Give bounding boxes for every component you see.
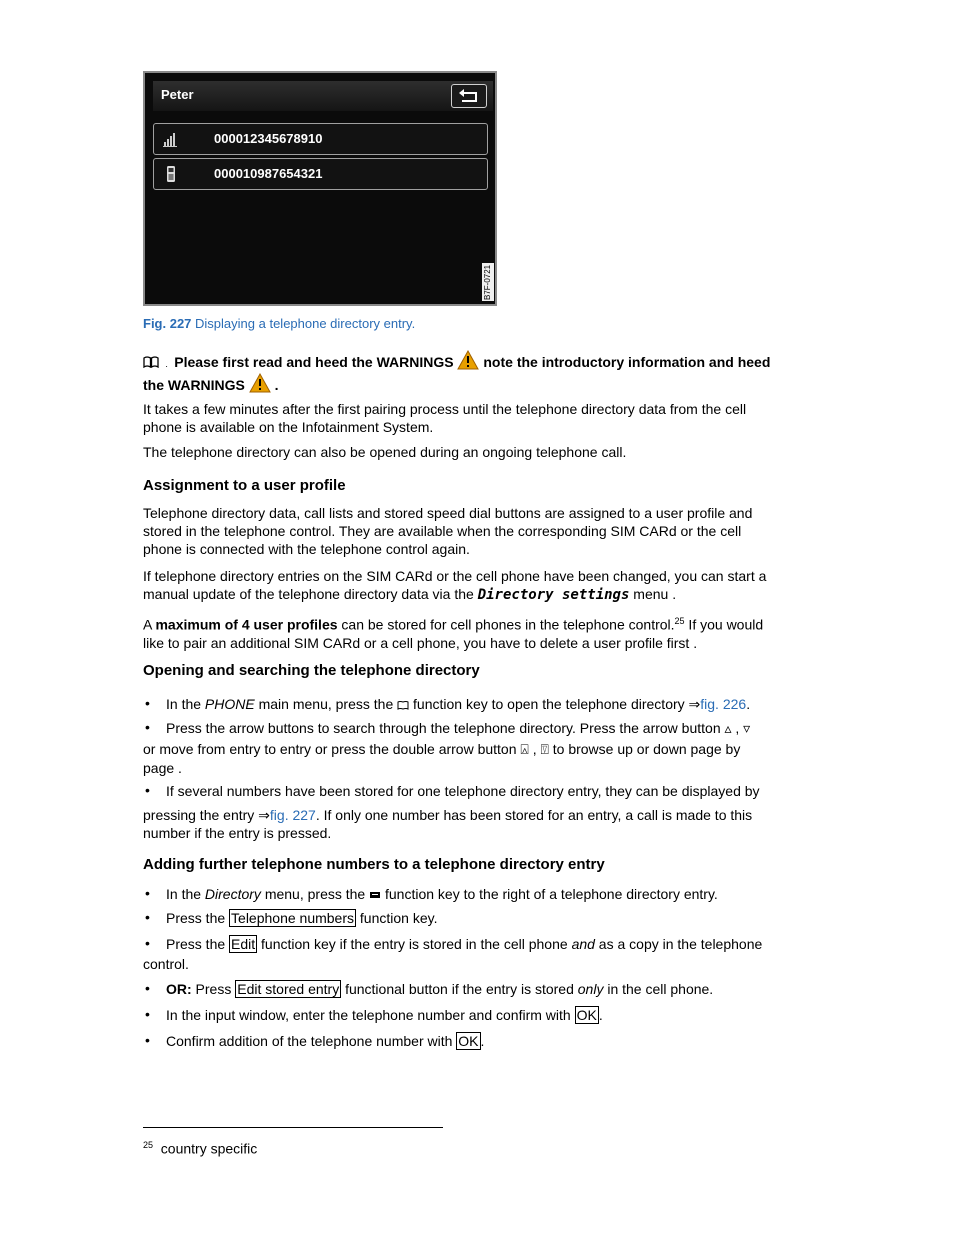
text-segment: menu .	[629, 586, 677, 602]
book-icon	[143, 356, 159, 368]
italic-text: only	[577, 981, 604, 997]
contact-name: Peter	[161, 87, 194, 102]
footnote	[143, 1140, 257, 1157]
warning-text-b: note the introductory information and heed	[483, 354, 771, 370]
bullet-text	[166, 695, 750, 713]
bullet: •	[145, 719, 150, 735]
bullet-text	[166, 885, 718, 903]
bullet: •	[145, 909, 150, 925]
caption-text: Displaying a telephone directory entry.	[191, 316, 416, 331]
bold-text: maximum of 4 user profiles	[155, 616, 338, 633]
text-line: stored in the telephone control. They are available when the corresponding SIM CARd or the cell	[143, 523, 742, 539]
menu-name: Directory settings	[477, 587, 630, 603]
text-segment: A	[143, 616, 156, 633]
text-segment: .	[598, 1007, 603, 1023]
italic-text: and	[571, 936, 595, 952]
section-heading-adding: Adding further telephone numbers to a telephone directory entry	[143, 856, 605, 873]
menu-name: Directory	[204, 886, 261, 902]
text-segment: can be stored for cell phones in the telephone control.	[337, 616, 675, 633]
phone-icon	[162, 165, 180, 183]
phone-number: 000010987654321	[214, 166, 323, 181]
screen-title-bar	[153, 81, 493, 111]
warning-end: .	[274, 377, 279, 393]
bullet: •	[145, 1006, 150, 1022]
figure-link[interactable]: fig. 226	[700, 696, 747, 712]
mobile-signal-icon	[162, 130, 180, 148]
infotainment-screen	[143, 71, 497, 306]
text-segment: If you would	[684, 616, 764, 633]
intro-paragraph-2: The telephone directory can also be opened during an ongoing telephone call.	[143, 444, 627, 460]
edit-button[interactable]: Edit	[231, 936, 256, 952]
figure-code: B7F-0721	[483, 264, 492, 300]
text-line: Telephone directory data, call lists and stored speed dial buttons are assigned to a user profile and	[143, 505, 753, 521]
warning-line-1: . Please first read and heed the WARNINGS note the introductory information and heed	[143, 350, 770, 373]
footnote-text: country specific	[160, 1140, 258, 1157]
edit-stored-entry-button[interactable]: Edit stored entry	[237, 981, 340, 997]
footnote-number: 25	[143, 1140, 154, 1150]
warning-line-2	[143, 373, 279, 394]
menu-name: PHONE	[204, 696, 255, 712]
text-segment: pressing the entry ⇒	[143, 807, 270, 823]
bold-text: OR:	[166, 981, 192, 997]
text-line	[143, 585, 766, 604]
details-key-icon	[369, 890, 381, 900]
text-segment: Confirm addition of the telephone number with	[166, 1033, 457, 1049]
text-segment: function key to open the telephone directory ⇒	[409, 696, 701, 712]
back-arrow-icon	[452, 85, 486, 107]
text-line: It takes a few minutes after the first pairing process until the telephone directory data from the cell	[143, 401, 747, 417]
bullet: •	[145, 1032, 150, 1048]
section-heading-opening: Opening and searching the telephone directory	[143, 662, 480, 679]
bullet-text	[166, 1006, 603, 1024]
text-segment: function key if the entry is stored in the cell phone	[257, 936, 572, 952]
text-segment: menu, press the	[260, 886, 370, 902]
intro-paragraph-1	[143, 400, 746, 436]
bullet-text-continued	[143, 806, 752, 824]
text-segment: In the	[166, 886, 205, 902]
bullet-text	[166, 909, 437, 927]
text-segment: main menu, press the	[254, 696, 398, 712]
ok-button[interactable]: OK	[576, 1007, 597, 1023]
phone-number: 000012345678910	[214, 131, 323, 146]
bullet-text: Press the arrow buttons to search through the telephone directory. Press the arrow button ▵ , ▿	[166, 720, 751, 736]
text-segment: Press the	[166, 936, 230, 952]
section-heading-assignment: Assignment to a user profile	[143, 477, 346, 494]
bullet: •	[145, 885, 150, 901]
text-line: If telephone directory entries on the SIM CARd or the cell phone have been changed, you can start a	[143, 568, 767, 584]
footnote-ref[interactable]: 25	[674, 616, 685, 626]
ok-button[interactable]: OK	[458, 1033, 479, 1049]
text-segment: in the cell phone.	[603, 981, 714, 997]
caption-label: Fig. 227	[143, 316, 192, 331]
text-segment: manual update of the telephone directory data via the	[143, 586, 478, 602]
bullet-text	[166, 935, 762, 953]
text-line	[143, 612, 763, 634]
bullet: •	[145, 695, 150, 711]
section1-paragraph-2	[143, 567, 766, 604]
bullet: •	[145, 980, 150, 996]
section1-paragraph-3	[143, 612, 763, 652]
text-segment: function key.	[356, 910, 438, 926]
text-line: like to pair an additional SIM CARd or a cell phone, you have to delete a user profile first .	[143, 634, 698, 651]
section1-paragraph-1	[143, 504, 752, 558]
text-segment: Press	[191, 981, 236, 997]
bullet-text	[166, 1032, 484, 1050]
bullet-text-continued: page .	[143, 760, 182, 776]
text-segment: .	[480, 1033, 485, 1049]
figure-caption	[143, 316, 415, 331]
text-segment: . If only one number has been stored for an entry, a call is made to this	[315, 807, 753, 823]
telephone-numbers-button[interactable]: Telephone numbers	[231, 910, 355, 926]
bullet-text-continued: number if the entry is pressed.	[143, 825, 332, 841]
bullet: •	[145, 782, 150, 798]
text-line: phone is available on the Infotainment System.	[143, 419, 434, 435]
bullet: •	[145, 935, 150, 951]
text-segment: .	[746, 696, 751, 712]
phone-entry-1[interactable]	[153, 123, 488, 155]
warning-text-a: Please first read and heed the WARNINGS	[174, 354, 454, 370]
back-button[interactable]	[451, 84, 487, 108]
footnote-divider	[143, 1127, 443, 1128]
bullet-text: If several numbers have been stored for one telephone directory entry, they can be displayed by	[166, 783, 760, 799]
bullet-text-continued: or move from entry to entry or press the double arrow button ⍓ , ⍔ to browse up or down page by	[143, 741, 741, 757]
bullet-text	[166, 980, 713, 998]
text-segment: as a copy in the telephone	[594, 936, 763, 952]
text-segment: function key to the right of a telephone directory entry.	[381, 886, 718, 902]
text-line: phone is connected with the telephone control again.	[143, 541, 470, 557]
directory-key-icon	[397, 700, 409, 710]
warning-triangle-icon	[457, 350, 479, 370]
phone-entry-2[interactable]	[153, 158, 488, 190]
text-segment: functional button if the entry is stored	[341, 981, 578, 997]
figure-link[interactable]: fig. 227	[269, 807, 316, 823]
bullet-text-continued: control.	[143, 956, 189, 972]
text-segment: Press the	[166, 910, 230, 926]
warning-text-c: the WARNINGS	[143, 377, 245, 393]
warning-triangle-icon	[249, 373, 271, 393]
text-segment: In the	[166, 696, 205, 712]
text-segment: In the input window, enter the telephone number and confirm with	[166, 1007, 575, 1023]
